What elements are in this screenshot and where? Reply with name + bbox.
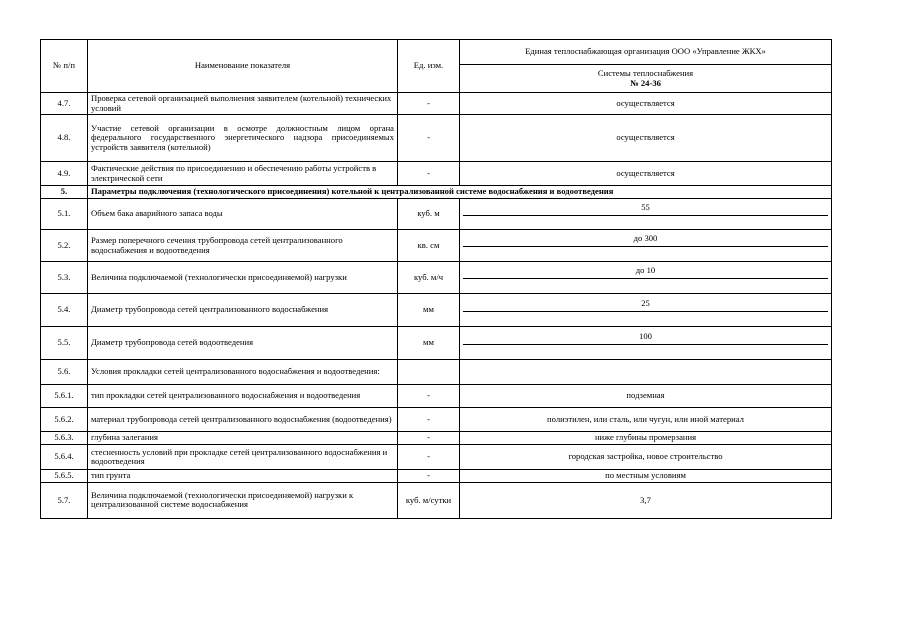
header-org: Единая теплоснабжающая организация ООО «Управление ЖКХ»: [460, 40, 832, 65]
row-unit: -: [398, 470, 460, 483]
table-row: [41, 360, 832, 385]
row-value-empty: [463, 279, 828, 291]
row-value: полиэтилен, или сталь, или чугун, или иной материал: [460, 408, 832, 432]
row-name: Участие сетевой организации в осмотре должностным лицом органа федерального государственного энергетического надзора присоединяемых устройств заявителя (котельной): [88, 115, 398, 162]
row-name: глубина залегания: [88, 432, 398, 445]
row-unit: кв. см: [398, 230, 460, 262]
table-row: [41, 162, 832, 186]
section-title: Параметры подключения (технологического присоединения) котельной к централизованной системе водоснабжения и водоотведения: [88, 186, 832, 199]
row-value: ниже глубины промерзания: [460, 432, 832, 445]
row-unit: куб. м: [398, 199, 460, 230]
row-value: осуществляется: [460, 115, 832, 162]
row-value-empty: [463, 345, 828, 357]
row-value-empty: [463, 312, 828, 324]
header-systems: [460, 65, 832, 93]
row-name: Фактические действия по присоединению и обеспечению работы устройств в электрической сети: [88, 162, 398, 186]
row-value: осуществляется: [460, 93, 832, 115]
row-unit: мм: [398, 294, 460, 327]
row-value: 100: [463, 330, 828, 345]
row-num: 5.6.5.: [41, 470, 88, 483]
header-name: Наименование показателя: [88, 40, 398, 93]
row-value: по местным условиям: [460, 470, 832, 483]
table-row: [41, 93, 832, 115]
row-name: Диаметр трубопровода сетей водоотведения: [88, 327, 398, 360]
row-num: 5.6.: [41, 360, 88, 385]
row-name: Величина подключаемой (технологически присоединяемой) нагрузки к централизованной системе водоснабжения: [88, 482, 398, 518]
table-row: [41, 199, 832, 230]
table-row: [41, 432, 832, 445]
parameters-table: [40, 39, 832, 519]
row-unit: -: [398, 408, 460, 432]
row-name: Диаметр трубопровода сетей централизованного водоснабжения: [88, 294, 398, 327]
row-name: Размер поперечного сечения трубопровода сетей централизованного водоснабжения и водоотведения: [88, 230, 398, 262]
row-num: 4.8.: [41, 115, 88, 162]
header-unit: Ед. изм.: [398, 40, 460, 93]
row-value-cell: [460, 262, 832, 294]
row-value: до 300: [463, 232, 828, 247]
row-unit: -: [398, 162, 460, 186]
header-row: [41, 40, 832, 65]
row-unit: мм: [398, 327, 460, 360]
row-value: 25: [463, 297, 828, 312]
row-num: 5.6.1.: [41, 385, 88, 408]
row-value: до 10: [463, 264, 828, 279]
row-value: 55: [463, 201, 828, 216]
row-name: материал трубопровода сетей централизованного водоснабжения (водоотведения): [88, 408, 398, 432]
row-unit: куб. м/ч: [398, 262, 460, 294]
row-unit: -: [398, 432, 460, 445]
row-value-cell: [460, 230, 832, 262]
row-value-cell: [460, 199, 832, 230]
row-value: подземная: [460, 385, 832, 408]
row-num: 5.6.2.: [41, 408, 88, 432]
table-row: [41, 230, 832, 262]
table-row: [41, 470, 832, 483]
row-unit: [398, 360, 460, 385]
row-num: 5.6.3.: [41, 432, 88, 445]
row-num: 5.4.: [41, 294, 88, 327]
row-name: Проверка сетевой организацией выполнения заявителем (котельной) технических условий: [88, 93, 398, 115]
row-value: осуществляется: [460, 162, 832, 186]
table-row: [41, 115, 832, 162]
row-value-cell: [460, 327, 832, 360]
row-num: 4.9.: [41, 162, 88, 186]
row-name: тип прокладки сетей централизованного водоснабжения и водоотведения: [88, 385, 398, 408]
table-row: [41, 385, 832, 408]
row-unit: -: [398, 93, 460, 115]
row-unit: -: [398, 445, 460, 470]
row-value-empty: [463, 216, 828, 228]
row-value-cell: [460, 294, 832, 327]
table-row: [41, 327, 832, 360]
row-num: 5.7.: [41, 482, 88, 518]
row-num: 5.5.: [41, 327, 88, 360]
table-row: [41, 408, 832, 432]
row-unit: -: [398, 385, 460, 408]
header-num: № п/п: [41, 40, 88, 93]
row-name: Условия прокладки сетей централизованного водоснабжения и водоотведения:: [88, 360, 398, 385]
row-unit: -: [398, 115, 460, 162]
table-row: [41, 294, 832, 327]
row-value-empty: [463, 247, 828, 259]
section-row: [41, 186, 832, 199]
section-num: 5.: [41, 186, 88, 199]
row-value: городская застройка, новое строительство: [460, 445, 832, 470]
table-row: [41, 482, 832, 518]
table-row: [41, 445, 832, 470]
row-name: Величина подключаемой (технологически присоединяемой) нагрузки: [88, 262, 398, 294]
row-value: 3,7: [460, 482, 832, 518]
row-num: 5.6.4.: [41, 445, 88, 470]
row-name: стесненность условий при прокладке сетей централизованного водоснабжения и водоотведения: [88, 445, 398, 470]
row-num: 5.3.: [41, 262, 88, 294]
row-num: 5.1.: [41, 199, 88, 230]
table-row: [41, 262, 832, 294]
row-unit: куб. м/сутки: [398, 482, 460, 518]
row-num: 4.7.: [41, 93, 88, 115]
systems-number: № 24-36: [630, 77, 661, 88]
row-value: [460, 360, 832, 385]
row-name: тип грунта: [88, 470, 398, 483]
systems-label: Системы теплоснабжения: [597, 67, 694, 78]
row-num: 5.2.: [41, 230, 88, 262]
row-name: Объем бака аварийного запаса воды: [88, 199, 398, 230]
